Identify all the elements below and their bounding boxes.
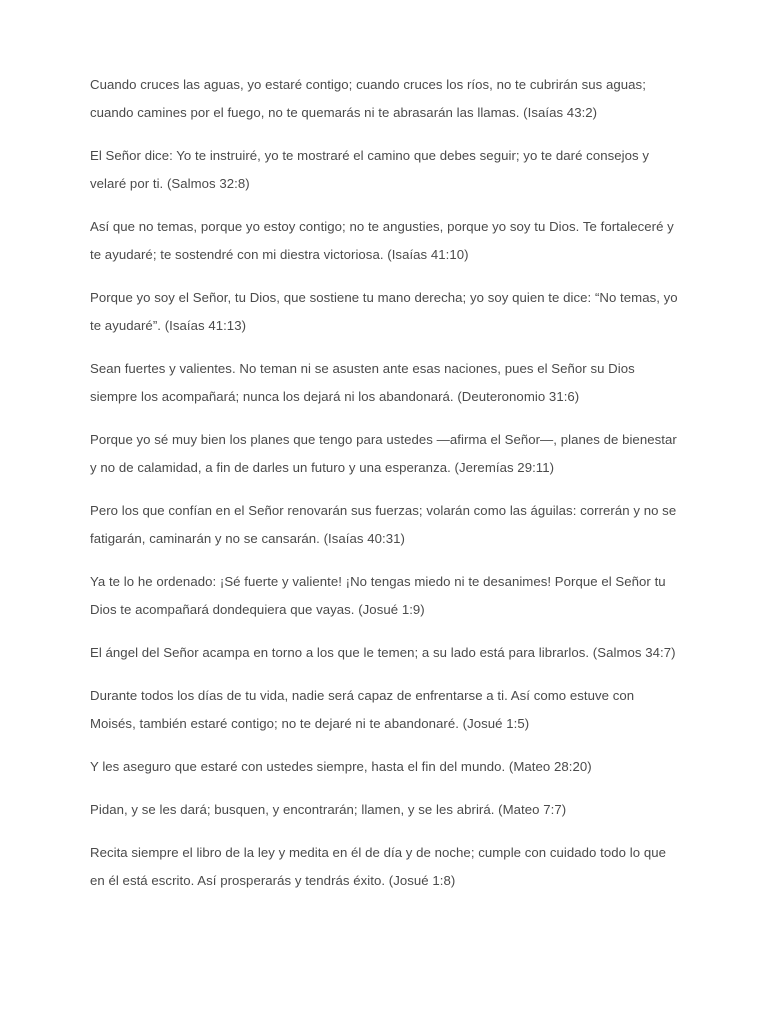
verse-paragraph: Recita siempre el libro de la ley y medita en él de día y de noche; cumple con cuidado todo lo que en él está escrito. Así prosperarás y tendrás éxito. (Josué 1:8) [90, 845, 666, 888]
verse-paragraph: Y les aseguro que estaré con ustedes siempre, hasta el fin del mundo. (Mateo 28:20) [90, 759, 592, 774]
verse-paragraph: El ángel del Señor acampa en torno a los que le temen; a su lado está para librarlos. (Salmos 34:7) [90, 645, 676, 660]
verse-paragraph: Cuando cruces las aguas, yo estaré contigo; cuando cruces los ríos, no te cubrirán sus aguas; cuando camines por el fuego, no te quemarás ni te abrasarán las llamas. (Isaías 43:2) [90, 77, 646, 120]
verse-paragraph: Porque yo soy el Señor, tu Dios, que sostiene tu mano derecha; yo soy quien te dice: “No temas, yo te ayudaré”. (Isaías 41:13) [90, 290, 678, 333]
verse-paragraph: Pero los que confían en el Señor renovarán sus fuerzas; volarán como las águilas: correrán y no se fatigarán, caminarán y no se cansarán. (Isaías 40:31) [90, 503, 677, 546]
verse-paragraph: Pidan, y se les dará; busquen, y encontrarán; llamen, y se les abrirá. (Mateo 7:7) [90, 802, 567, 817]
verse-paragraph: Sean fuertes y valientes. No teman ni se asusten ante esas naciones, pues el Señor su Dios siempre los acompañará; nunca los dejará ni los abandonará. (Deuteronomio 31:6) [90, 361, 635, 404]
verse-paragraph: Durante todos los días de tu vida, nadie será capaz de enfrentarse a ti. Así como estuve con Moisés, también estaré contigo; no te dejaré ni te abandonaré. (Josué 1:5) [90, 688, 635, 731]
verse-paragraph: Porque yo sé muy bien los planes que tengo para ustedes —afirma el Señor—, planes de bienestar y no de calamidad, a fin de darles un futuro y una esperanza. (Jeremías 29:11) [90, 432, 677, 475]
verse-paragraph: Ya te lo he ordenado: ¡Sé fuerte y valiente! ¡No tengas miedo ni te desanimes! Porque el Señor tu Dios te acompañará dondequiera que vayas. (Josué 1:9) [90, 574, 666, 617]
verse-list [90, 71, 680, 910]
verse-paragraph: El Señor dice: Yo te instruiré, yo te mostraré el camino que debes seguir; yo te daré consejos y velaré por ti. (Salmos 32:8) [90, 148, 649, 191]
verse-paragraph: Así que no temas, porque yo estoy contigo; no te angusties, porque yo soy tu Dios. Te fortaleceré y te ayudaré; te sostendré con mi diestra victoriosa. (Isaías 41:10) [90, 219, 674, 262]
